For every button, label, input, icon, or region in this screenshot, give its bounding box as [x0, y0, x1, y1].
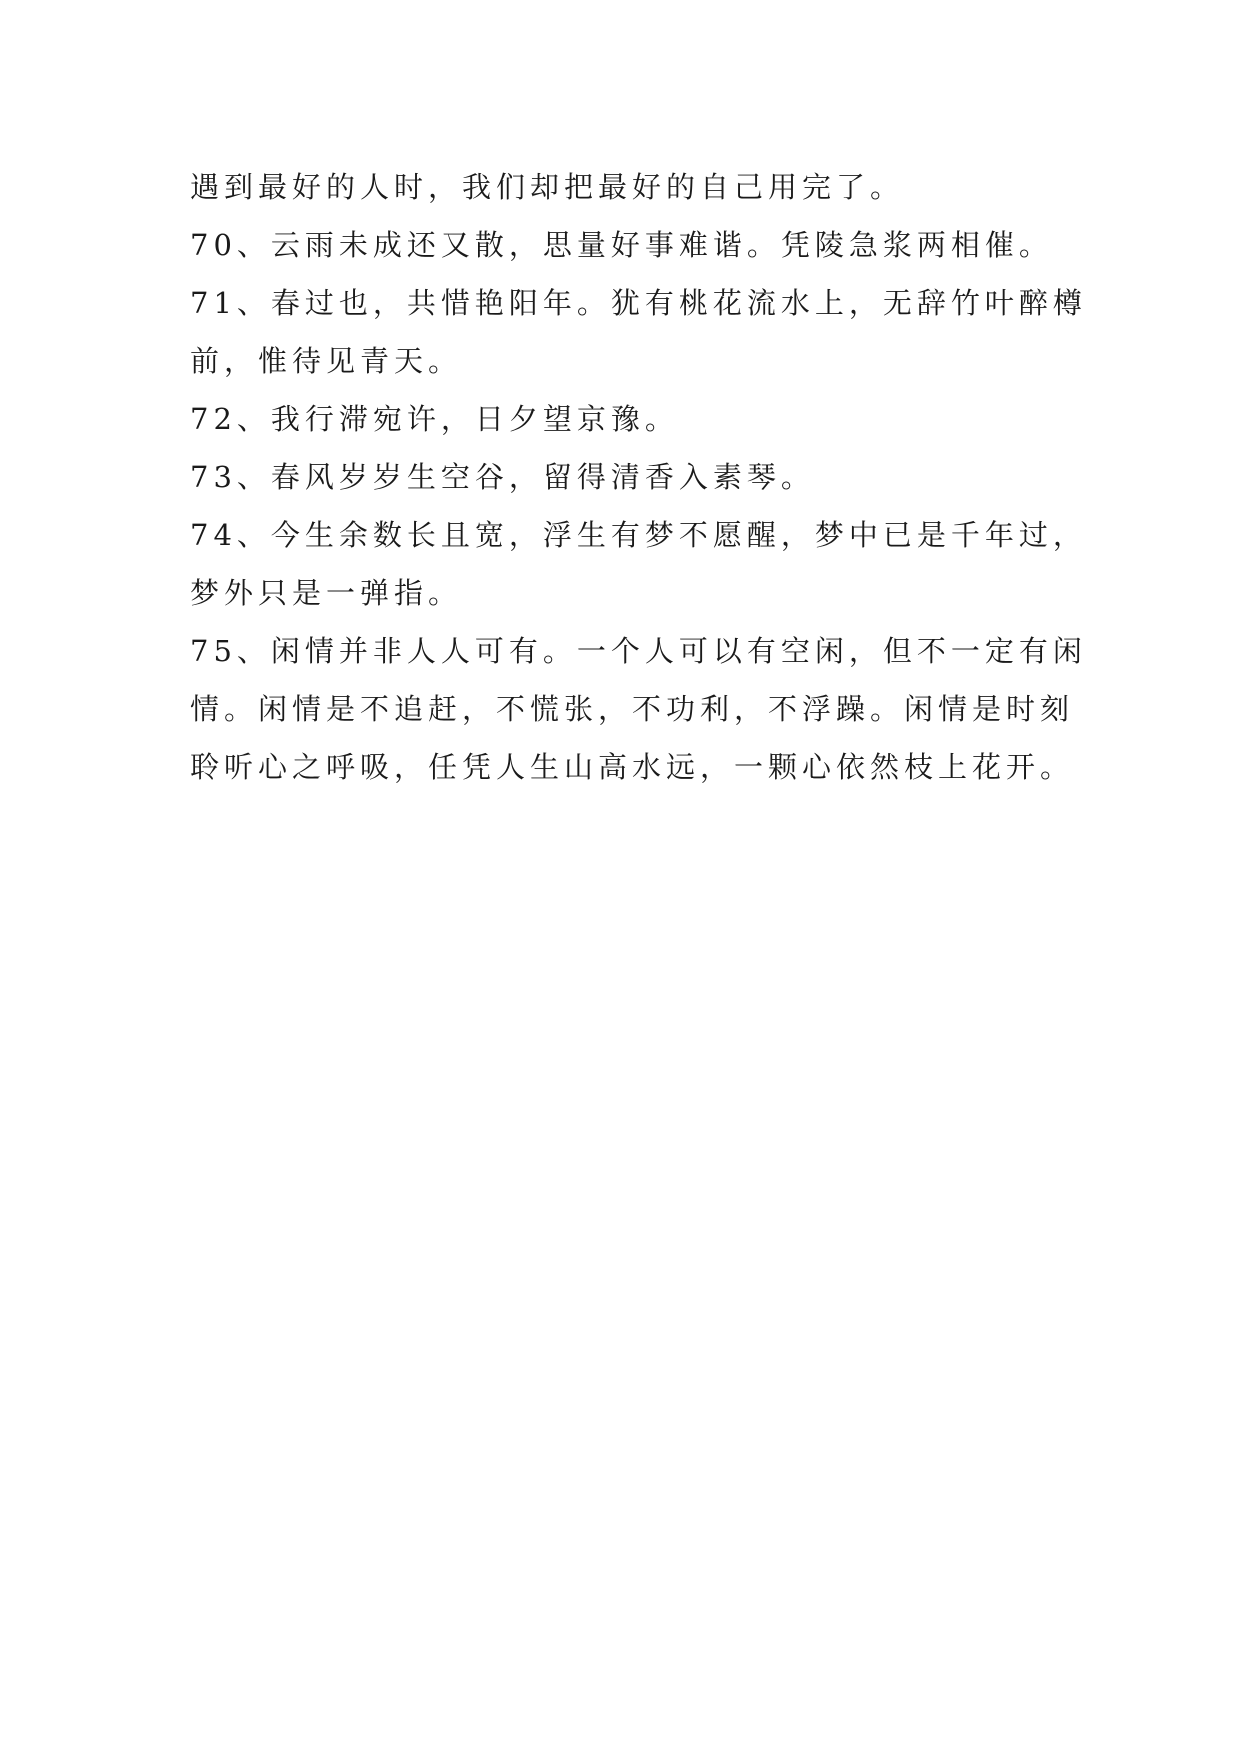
text-line: 73、春风岁岁生空谷，留得清香入素琴。 [190, 460, 815, 494]
text-line: 72、我行滞宛许，日夕望京豫。 [190, 402, 679, 436]
text-line: 75、闲情并非人人可有。一个人可以有空闲，但不一定有闲 [190, 634, 1087, 668]
text-line: 遇到最好的人时，我们却把最好的自己用完了。 [190, 170, 905, 204]
text-line: 梦外只是一弹指。 [190, 576, 463, 610]
text-line: 71、春过也，共惜艳阳年。犹有桃花流水上，无辞竹叶醉樽 [190, 286, 1087, 320]
document-body [190, 158, 1090, 796]
text-line: 聆听心之呼吸，任凭人生山高水远，一颗心依然枝上花开。 [190, 750, 1075, 784]
text-line: 前，惟待见青天。 [190, 344, 463, 378]
text-line: 情。闲情是不追赶，不慌张，不功利，不浮躁。闲情是时刻 [190, 692, 1075, 726]
text-line: 74、今生余数长且宽，浮生有梦不愿醒，梦中已是千年过， [190, 518, 1087, 552]
text-line: 70、云雨未成还又散，思量好事难谐。凭陵急浆两相催。 [190, 228, 1053, 262]
